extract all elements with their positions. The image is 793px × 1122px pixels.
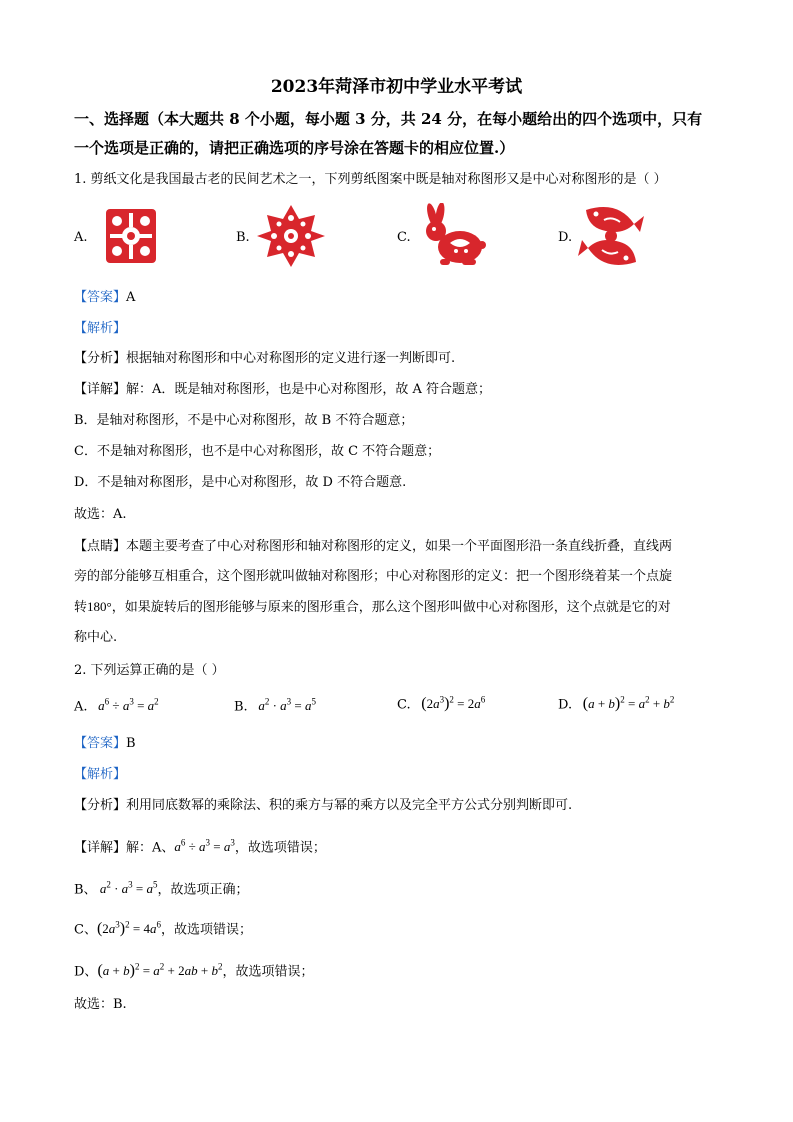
q1-dianjing-line1 [74, 538, 672, 556]
q2-analysis-heading [74, 766, 126, 784]
analysis-tag: 【解析】 [74, 321, 127, 336]
q2-option-b-label: B. [234, 699, 248, 715]
detail-d-suffix: ，故选项错误； [222, 964, 314, 980]
q1-detail-d: D．不是轴对称图形，是中心对称图形，故 D 不符合题意. [74, 475, 407, 490]
detail-prefix: 解：A、 [126, 840, 175, 856]
detail-b-suffix: ，故选项正确； [157, 882, 249, 898]
q2-detail [74, 834, 326, 857]
q2-option-d-label: D. [558, 697, 573, 713]
detail-d-prefix: D、 [74, 964, 98, 980]
q1-detail [74, 381, 491, 399]
answer-tag: 【答案】 [74, 290, 127, 305]
q2-option-c-formula: $(2a^3)^2 = 2a^6$ [421, 695, 486, 713]
detail-c-prefix: C、 [74, 922, 97, 938]
q1-choose: 故选：A. [74, 507, 127, 522]
answer-tag: 【答案】 [74, 736, 127, 751]
q2-detail-a-formula: $a^6 \div a^3 = a^3$ [174, 838, 235, 855]
dianjing-tag: 【点睛】 [74, 539, 127, 554]
q1-dianjing-line4: 称中心. [74, 630, 118, 645]
q1-detail-c: C．不是轴对称图形，也不是中心对称图形，故 C 不符合题意； [74, 444, 441, 459]
section-heading-line2: 一个选项是正确的，请把正确选项的序号涂在答题卡的相应位置.） [74, 139, 515, 157]
q1-stem: 1. 剪纸文化是我国最古老的民间艺术之一，下列剪纸图案中既是轴对称图形又是中心对称图形的是（ ） [74, 172, 667, 187]
q2-answer [74, 735, 136, 753]
q2-option-d-formula: $(a + b)^2 = a^2 + b^2$ [582, 695, 675, 713]
dianjing-text-3a: 转 [74, 600, 88, 615]
q2-detail-c [74, 916, 252, 939]
analysis-tag: 【解析】 [74, 767, 127, 782]
papercut-a-image [100, 203, 162, 269]
q2-detail-c-formula: $(2a^3)^2 = 4a^6$ [96, 920, 161, 938]
page-title: 2023年菏泽市初中学业水平考试 [270, 77, 523, 97]
detail-text: 解：A．既是轴对称图形，也是中心对称图形，故 A 符合题意； [126, 382, 492, 397]
section-heading-line1: 一、选择题（本大题共 8 个小题，每小题 3 分，共 24 分，在每小题给出的四个选项中，只有 [74, 110, 703, 128]
papercut-c-rabbit-image [416, 203, 486, 271]
dianjing-text-3b: ，如果旋转后的图形能够与原来的图形重合，那么这个图形叫做中心对称图形，这个点就是它的对 [111, 600, 671, 615]
q1-analysis-heading [74, 320, 126, 338]
q2-detail-b-formula: $a^2 \cdot a^3 = a^5$ [96, 880, 158, 897]
q1-fenxi [74, 350, 455, 368]
q2-fenxi [74, 797, 572, 815]
q1-dianjing-line2: 旁的部分能够互相重合，这个图形就叫做轴对称图形；中心对称图形的定义：把一个图形绕着某一个点旋 [74, 569, 673, 584]
q1-detail-b: B．是轴对称图形，不是中心对称图形，故 B 不符合题意； [74, 413, 414, 428]
q1-dianjing-line3 [74, 598, 671, 617]
dianjing-text-1: 本题主要考查了中心对称图形和轴对称图形的定义，如果一个平面图形沿一条直线折叠，直线两 [126, 539, 673, 554]
fenxi-text: 利用同底数幂的乘除法、积的乘方与幂的乘方以及完全平方公式分别判断即可. [126, 798, 573, 813]
q2-option-a-label: A. [74, 699, 88, 715]
q2-option-a-formula: $a^6 \div a^3 = a^2$ [91, 697, 159, 714]
detail-c-suffix: ，故选项错误； [160, 922, 252, 938]
degree-value: 180° [87, 599, 112, 614]
answer-value: B [126, 736, 136, 751]
q2-detail-d [74, 958, 313, 981]
q2-option-d [558, 695, 674, 713]
q2-choose: 故选：B. [74, 997, 127, 1012]
q2-option-b-formula: $a^2 \cdot a^3 = a^5$ [251, 697, 317, 714]
q1-option-c-label: C. [397, 230, 411, 245]
q2-detail-d-formula: $(a + b)^2 = a^2 + 2ab + b^2$ [97, 962, 223, 980]
detail-tag: 【详解】 [74, 840, 127, 856]
q1-option-d-label: D. [558, 230, 573, 245]
q2-option-b [234, 697, 316, 714]
q2-option-a [74, 697, 159, 714]
q2-option-c-label: C. [397, 697, 411, 713]
q1-option-b-label: B. [236, 230, 250, 245]
answer-value: A [126, 290, 136, 305]
q2-option-c [397, 695, 485, 713]
q2-detail-b [74, 876, 249, 899]
fenxi-tag: 【分析】 [74, 351, 127, 366]
fenxi-text: 根据轴对称图形和中心对称图形的定义进行逐一判断即可. [126, 351, 456, 366]
q1-answer [74, 289, 135, 307]
papercut-d-fish-image [578, 200, 644, 272]
detail-suffix: ，故选项错误； [234, 840, 326, 856]
detail-tag: 【详解】 [74, 382, 127, 397]
papercut-b-image [255, 203, 327, 269]
fenxi-tag: 【分析】 [74, 798, 127, 813]
q1-option-a-label: A. [74, 230, 88, 245]
detail-b-prefix: B、 [74, 882, 97, 898]
q2-stem: 2. 下列运算正确的是（ ） [74, 663, 225, 678]
